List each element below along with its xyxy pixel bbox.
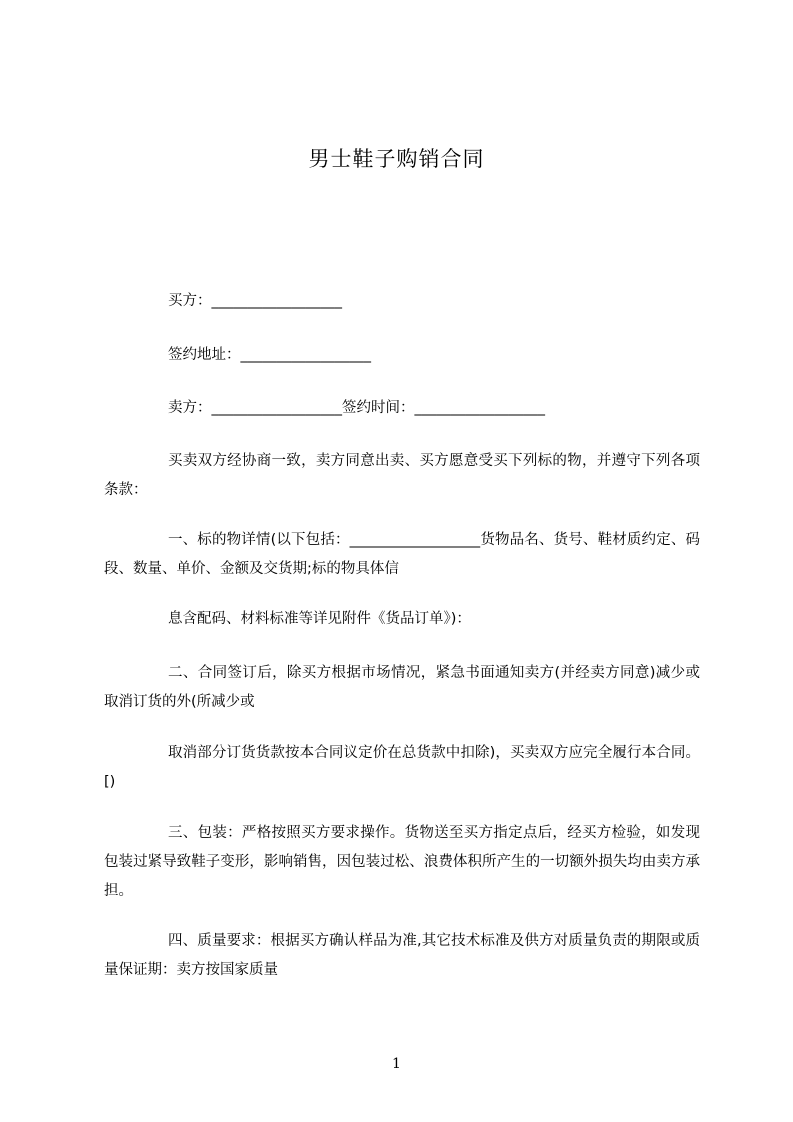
clause-1-paragraph: 一、标的物详情(以下包括：__________________货物品名、货号、鞋材质约定、码段、数量、单价、金额及交货期;标的物具体信 bbox=[104, 532, 700, 577]
clause-2-continuation: 取消部分订货货款按本合同议定价在总货款中扣除)，买卖双方应完全履行本合同。[) bbox=[104, 745, 700, 790]
preamble-paragraph: 买卖双方经协商一致，卖方同意出卖、买方愿意受买下列标的物，并遵守下列各项条款： bbox=[104, 453, 700, 498]
page-number: 1 bbox=[392, 1056, 401, 1072]
clause-1-continuation: 息含配码、材料标准等详见附件《货品订单》)： bbox=[168, 611, 471, 627]
clause-2-paragraph: 二、合同签订后，除买方根据市场情况，紧急书面通知卖方(并经卖方同意)减少或取消订货的外(所减少或 bbox=[104, 665, 700, 710]
clause-3-paragraph: 三、包装：严格按照买方要求操作。货物送至买方指定点后，经买方检验，如发现包装过紧导致鞋子变形，影响销售，因包装过松、浪费体积所产生的一切额外损失均由卖方承担。 bbox=[104, 825, 700, 899]
seller-and-date-line: 卖方：__________________签约时间：__________________ bbox=[168, 400, 545, 416]
signing-address-line: 签约地址：__________________ bbox=[168, 347, 371, 363]
buyer-line: 买方：__________________ bbox=[168, 293, 342, 309]
document-title: 男士鞋子购销合同 bbox=[308, 147, 485, 171]
clause-4-paragraph: 四、质量要求：根据买方确认样品为准,其它技术标准及供方对质量负责的期限或质量保证期：卖方按国家质量 bbox=[104, 933, 700, 978]
